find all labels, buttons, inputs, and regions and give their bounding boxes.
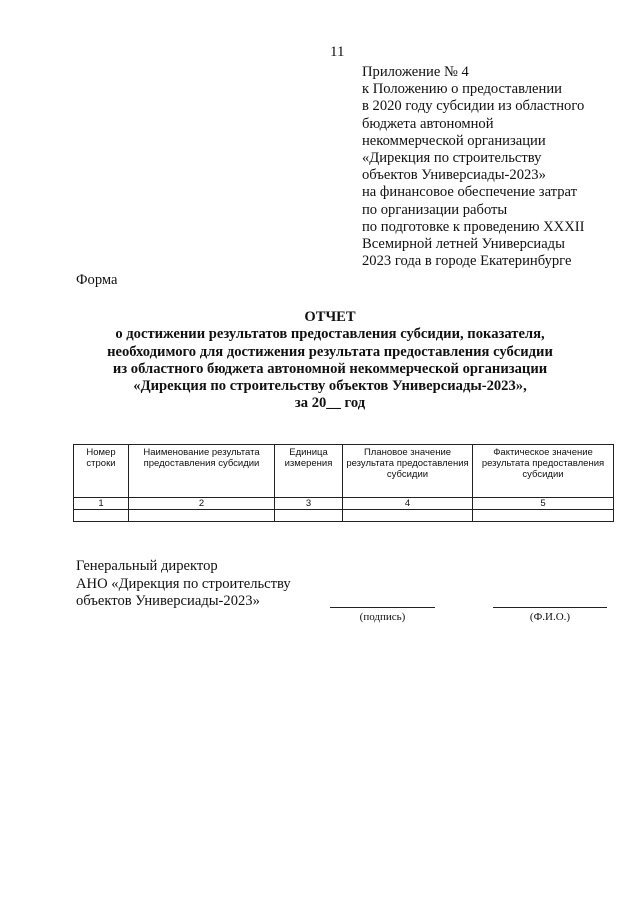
- report-title: ОТЧЕТ: [304, 309, 356, 325]
- appendix-line: Всемирной летней Универсиады: [362, 236, 565, 253]
- table-numbering-row: [74, 498, 614, 510]
- header-row-number: Номер строки: [74, 445, 129, 498]
- report-header: [60, 309, 600, 413]
- appendix-line: некоммерческой организации: [362, 132, 546, 149]
- report-subtitle-line: о достижении результатов предоставления субсидии, показателя,: [115, 326, 545, 343]
- form-label: Форма: [76, 272, 118, 288]
- appendix-block: [362, 64, 632, 270]
- table-cell[interactable]: [275, 510, 343, 522]
- appendix-line: по подготовке к проведению XXXII: [362, 218, 585, 235]
- appendix-line: объектов Универсиады-2023»: [362, 167, 546, 184]
- signature-line[interactable]: [330, 607, 435, 608]
- report-table: [73, 444, 614, 522]
- header-unit: Единица измерения: [275, 445, 343, 498]
- page-number: 11: [330, 44, 345, 60]
- signatory-block: [76, 558, 291, 611]
- report-period: за 20__ год: [294, 395, 366, 412]
- appendix-line: на финансовое обеспечение затрат: [362, 184, 577, 201]
- appendix-line: 2023 года в городе Екатеринбурге: [362, 253, 572, 270]
- signatory-line: объектов Универсиады-2023»: [76, 593, 260, 609]
- report-subtitle-line: из областного бюджета автономной некоммерческой организации: [112, 360, 548, 377]
- table-cell[interactable]: [343, 510, 473, 522]
- table-cell[interactable]: [74, 510, 129, 522]
- column-number: 4: [343, 498, 473, 510]
- table-header-row: [74, 445, 614, 498]
- name-line[interactable]: [493, 607, 607, 608]
- signature-caption: (подпись): [359, 611, 406, 623]
- appendix-line: «Дирекция по строительству: [362, 150, 542, 167]
- table-row: [74, 510, 614, 522]
- appendix-line: по организации работы: [362, 201, 508, 218]
- appendix-line: к Положению о предоставлении: [362, 81, 562, 98]
- report-subtitle-line: необходимого для достижения результата предоставления субсидии: [107, 343, 553, 360]
- signatory-line: АНО «Дирекция по строительству: [76, 575, 291, 592]
- column-number: 1: [74, 498, 129, 510]
- report-subtitle-line: «Дирекция по строительству объектов Универсиады-2023»,: [133, 378, 527, 395]
- signatory-line: Генеральный директор: [76, 558, 218, 574]
- appendix-line: в 2020 году субсидии из областного: [362, 98, 585, 115]
- column-number: 2: [129, 498, 275, 510]
- header-planned-value: Плановое значение результата предоставления субсидии: [343, 445, 473, 498]
- appendix-line: бюджета автономной: [362, 115, 494, 132]
- column-number: 3: [275, 498, 343, 510]
- header-actual-value: Фактическое значение результата предоставления субсидии: [473, 445, 614, 498]
- header-result-name: Наименование результата предоставления субсидии: [129, 445, 275, 498]
- appendix-line: Приложение № 4: [362, 64, 469, 80]
- table-cell[interactable]: [129, 510, 275, 522]
- table-cell[interactable]: [473, 510, 614, 522]
- name-caption: (Ф.И.О.): [529, 611, 571, 623]
- column-number: 5: [473, 498, 614, 510]
